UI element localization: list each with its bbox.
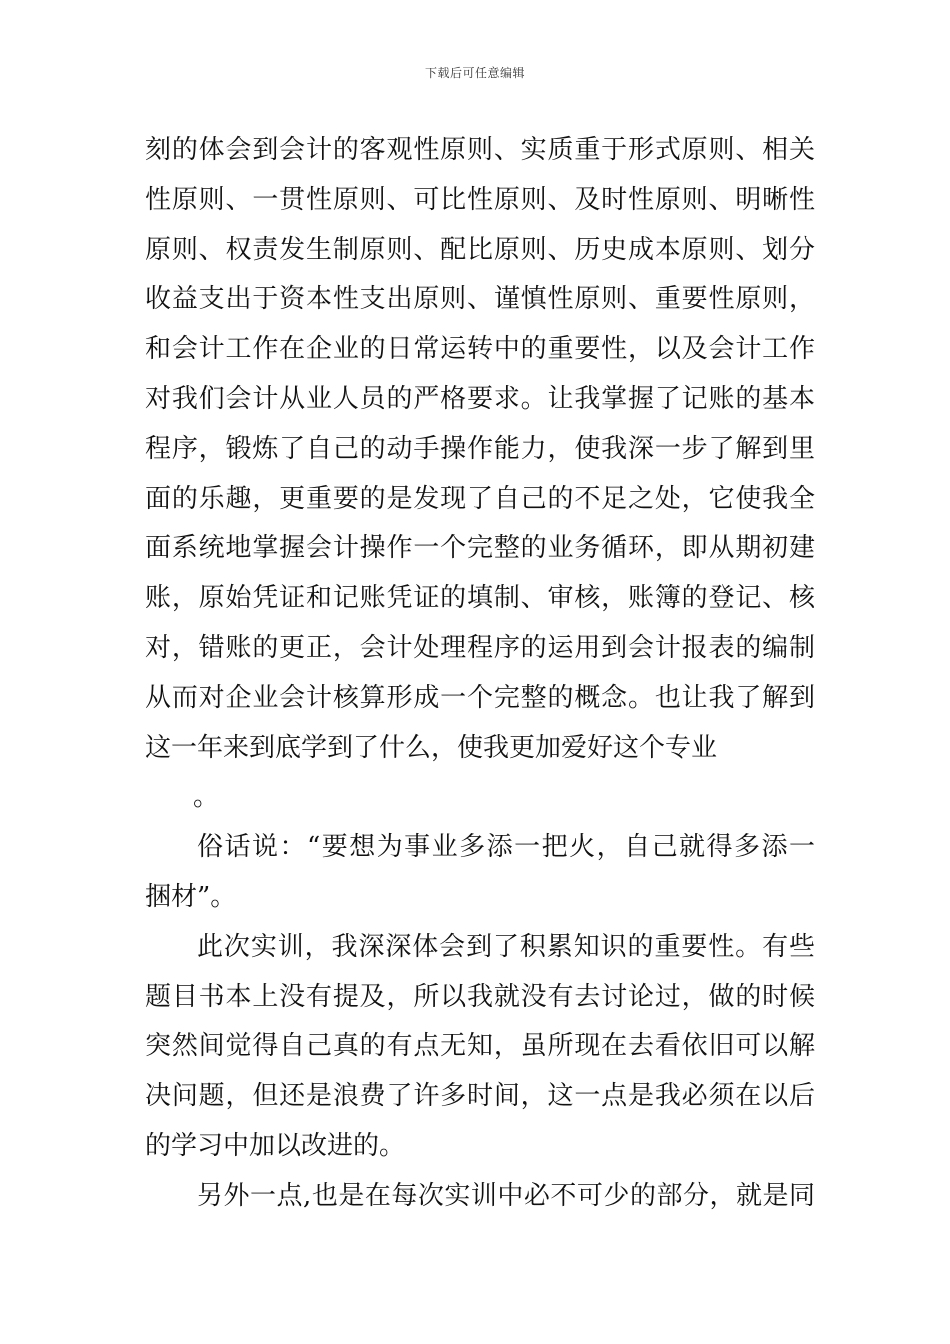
text-line: 对，错账的更正，会计处理程序的运用到会计报表的编制: [145, 632, 815, 663]
text-line: 收益支出于资本性支出原则、谨慎性原则、重要性原则，: [145, 284, 815, 315]
text-line: 账，原始凭证和记账凭证的填制、审核，账簿的登记、核: [145, 583, 815, 614]
text-line: 刻的体会到会计的客观性原则、实质重于形式原则、相关: [145, 135, 815, 165]
text-line: 。: [193, 782, 220, 813]
text-line: 突然间觉得自己真的有点无知，虽所现在去看依旧可以解: [145, 1031, 815, 1062]
text-line: 从而对企业会计核算形成一个完整的概念。也让我了解到: [145, 682, 815, 713]
text-line: 对我们会计从业人员的严格要求。让我掌握了记账的基本: [145, 383, 815, 414]
text-line: 捆材”。: [145, 881, 237, 912]
paragraph-first-line: 此次实训，我深深体会到了积累知识的重要性。有些: [197, 931, 815, 962]
text-line: 这一年来到底学到了什么，使我更加爱好这个专业: [145, 732, 718, 763]
paragraph-first-line: 另外一点,也是在每次实训中必不可少的部分，就是同: [197, 1180, 815, 1211]
text-line: 面的乐趣，更重要的是发现了自己的不足之处，它使我全: [145, 483, 815, 514]
body-text: [145, 126, 815, 1222]
text-line: 决问题，但还是浪费了许多时间，这一点是我必须在以后: [145, 1081, 815, 1112]
text-line: 和会计工作在企业的日常运转中的重要性，以及会计工作: [145, 334, 815, 365]
text-line: 程序，锻炼了自己的动手操作能力，使我深一步了解到里: [145, 433, 815, 464]
text-line: 原则、权责发生制原则、配比原则、历史成本原则、划分: [145, 234, 815, 265]
text-line: 面系统地掌握会计操作一个完整的业务循环，即从期初建: [145, 533, 815, 564]
text-line: 题目书本上没有提及，所以我就没有去讨论过，做的时候: [145, 981, 815, 1012]
text-line: 性原则、一贯性原则、可比性原则、及时性原则、明晰性: [145, 184, 815, 215]
text-line: 的学习中加以改进的。: [145, 1130, 406, 1161]
page-header: 下载后可任意编辑: [424, 66, 525, 80]
paragraph-first-line: 俗话说：“要想为事业多添一把火，自己就得多添一: [197, 832, 815, 863]
